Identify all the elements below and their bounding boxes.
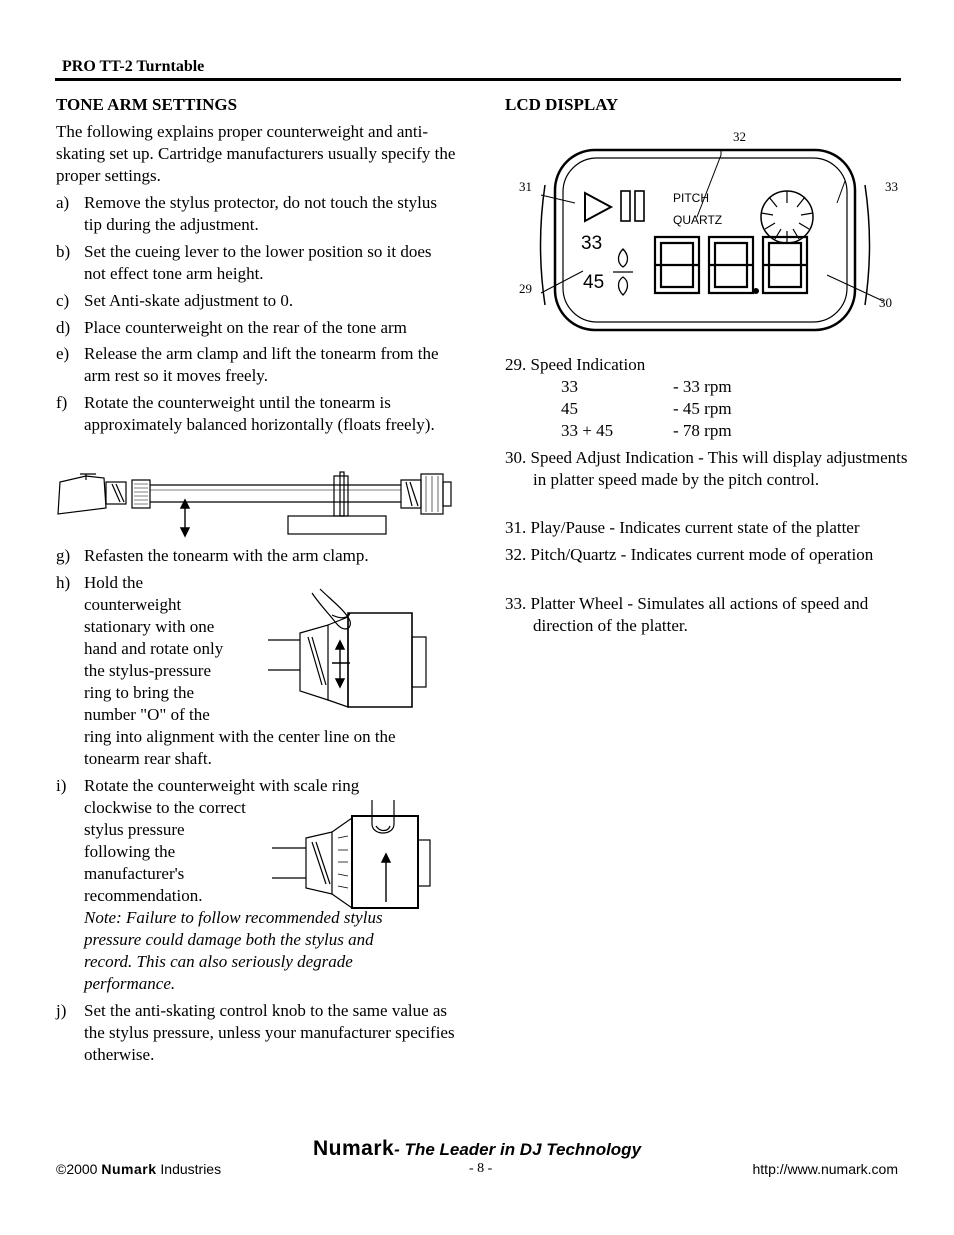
page-number: - 8 - [469, 1161, 493, 1176]
tone-arm-intro: The following explains proper counterweight and anti-skating set up. Cartridge manufacturers usually specify the proper settings. [56, 122, 456, 185]
step-label: d) [56, 318, 71, 337]
copyright-text: ©2000 [56, 1161, 98, 1177]
lcd-item-32: 32. Pitch/Quartz - Indicates current mode of operation [505, 545, 874, 564]
footer-tagline-line [0, 1137, 954, 1161]
step-c [56, 290, 456, 312]
lcd-item-29: 29. Speed Indication [505, 355, 646, 374]
step-label: i) [56, 776, 67, 795]
step-label: h) [56, 573, 71, 592]
step-label: a) [56, 193, 70, 212]
tone-arm-heading: TONE ARM SETTINGS [56, 95, 238, 114]
step-text: Set the anti-skating control knob to the same value as the stylus pressure, unless your manufacturer specifies otherwise. [84, 1001, 455, 1064]
speed-table [561, 376, 732, 442]
step-label: c) [56, 291, 70, 310]
step-text: Set the cueing lever to the lower position so it does not effect tone arm height. [84, 242, 432, 283]
speed-value: 45 [561, 399, 578, 418]
speed-value: 33 + 45 [561, 421, 614, 440]
step-e [56, 343, 456, 387]
stylus-pressure-ring-illustration [260, 585, 440, 710]
speed-rpm: - 78 rpm [673, 421, 732, 440]
lcd-speed-45: 45 [583, 272, 605, 293]
scale-ring-illustration [268, 798, 438, 910]
step-label: e) [56, 344, 70, 363]
lcd-panel-drawing [505, 125, 905, 335]
numark-small-logo: Numark [101, 1161, 157, 1177]
step-label: g) [56, 546, 71, 565]
step-f [56, 392, 446, 436]
footer-copyright [56, 1161, 221, 1177]
step-label: j) [56, 1001, 67, 1020]
step-text: Hold the counterweight stationary with one hand and rotate only the stylus-pressure ring to bring the number "O" of the [84, 573, 224, 724]
tonearm-balance-illustration [56, 468, 456, 538]
page-header-title: PRO TT-2 Turntable [62, 58, 205, 75]
step-text-first: Rotate the counterweight with scale ring [84, 776, 360, 795]
lcd-display-heading: LCD DISPLAY [505, 95, 619, 114]
step-g [56, 545, 456, 567]
callout-32: 32 [733, 129, 746, 144]
step-text: Place counterweight on the rear of the tone arm [84, 318, 407, 337]
lcd-item-33: 33. Platter Wheel - Simulates all actions of speed and direction of the platter. [505, 594, 869, 635]
step-j [56, 1000, 456, 1066]
speed-rpm: - 33 rpm [673, 377, 732, 396]
step-text: Remove the stylus protector, do not touch the stylus tip during the adjustment. [84, 193, 437, 234]
speed-row [561, 398, 732, 420]
numark-logo: Numark [312, 1137, 395, 1160]
lcd-quartz-label: QUARTZ [673, 213, 723, 227]
lcd-display-illustration [505, 125, 905, 335]
step-a [56, 192, 456, 236]
step-text: Release the arm clamp and lift the tonearm from the arm rest so it moves freely. [84, 344, 439, 385]
lcd-item-30: 30. Speed Adjust Indication - This will display adjustments in platter speed made by the pitch control. [505, 448, 908, 489]
industries-text: Industries [160, 1161, 222, 1177]
speed-value: 33 [561, 377, 578, 396]
footer-url-link[interactable]: http://www.numark.com [752, 1161, 898, 1177]
step-text: Rotate the counterweight until the tonearm is approximately balanced horizontally (floats freely). [84, 393, 435, 434]
step-label: b) [56, 242, 71, 261]
lcd-speed-33: 33 [581, 233, 603, 254]
step-text: Refasten the tonearm with the arm clamp. [84, 546, 369, 565]
step-text: Set Anti-skate adjustment to 0. [84, 291, 294, 310]
step-d [56, 317, 456, 339]
callout-31: 31 [519, 179, 532, 194]
speed-row [561, 420, 732, 442]
callout-29: 29 [519, 281, 532, 296]
step-b [56, 241, 456, 285]
speed-rpm: - 45 rpm [673, 399, 732, 418]
speed-row [561, 376, 732, 398]
stylus-pressure-note: Note: Failure to follow recommended stylus pressure could damage both the stylus and record. This can also seriously degrade performance. [84, 908, 383, 993]
step-text-continued: ring into alignment with the center line on the tonearm rear shaft. [84, 727, 396, 768]
callout-30: 30 [879, 295, 892, 310]
lcd-item-31: 31. Play/Pause - Indicates current state of the platter [505, 518, 860, 537]
step-label: f) [56, 393, 68, 412]
step-text: clockwise to the correct stylus pressure following the manufacturer's recommendation. [84, 798, 246, 905]
callout-33: 33 [885, 179, 898, 194]
header-rule [55, 78, 901, 81]
lcd-pitch-label: PITCH [673, 191, 709, 205]
footer-tagline: - The Leader in DJ Technology [394, 1140, 642, 1159]
